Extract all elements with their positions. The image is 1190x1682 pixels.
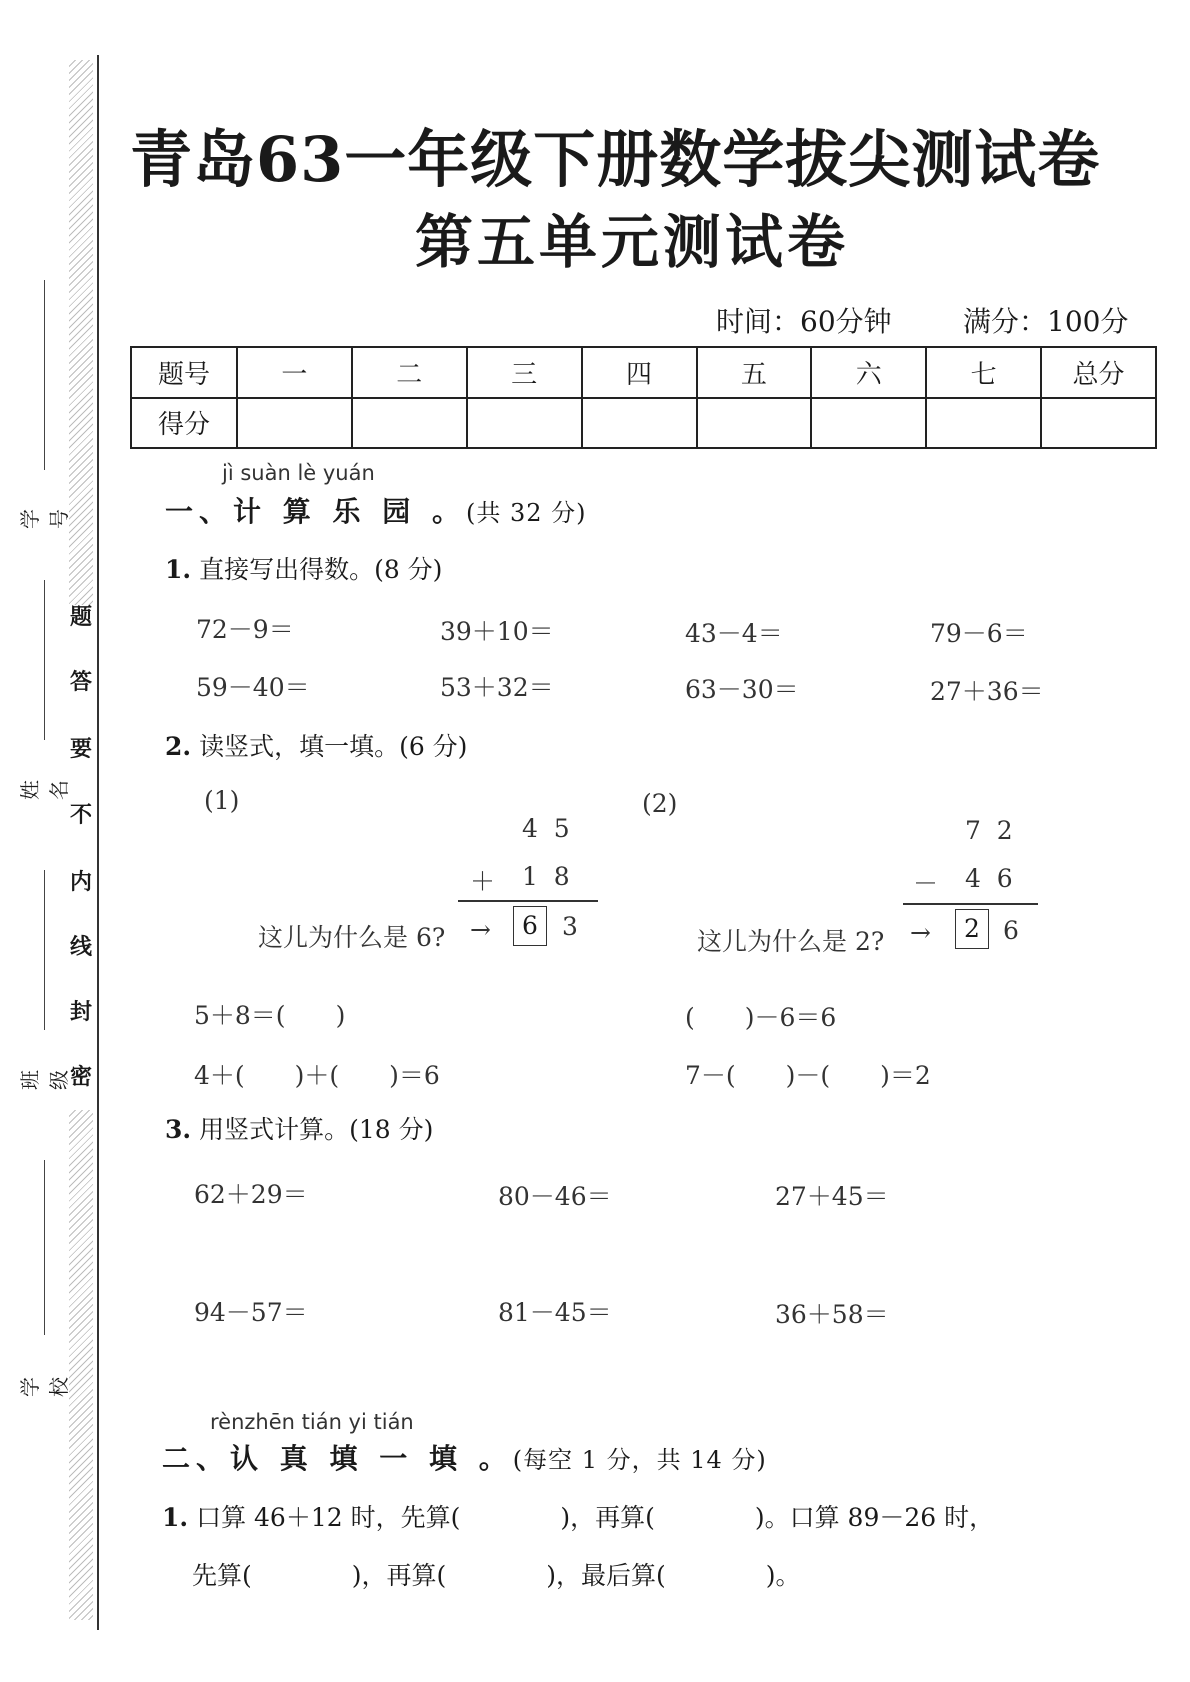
student-id-field[interactable]	[14, 280, 71, 529]
s1-q3-text: 用竖式计算。(18 分)	[199, 1115, 434, 1144]
s1-q1-r2-c3: 63－30＝	[685, 675, 799, 704]
s1-q1-r1-c1: 72－9＝	[196, 615, 294, 644]
s2-q1-line1	[162, 1498, 994, 1534]
score-cell[interactable]	[697, 398, 812, 449]
s1-q2-p1-fill2: 4＋( )＋( )＝6	[194, 1061, 440, 1090]
s1-q3-r2-c3: 36＋58＝	[775, 1300, 889, 1329]
s1-q2-p1-arrow: →	[470, 915, 491, 944]
s1-q2-p1-rule	[458, 900, 598, 902]
section1-title-text: 一、计 算 乐 园 。	[165, 495, 466, 528]
score-table	[130, 346, 1157, 449]
s2-q1-num: 1.	[162, 1503, 189, 1532]
table-header-cell: 一	[237, 347, 352, 398]
margin-hatch-top	[69, 60, 93, 605]
s1-q1-r2-c2: 53＋32＝	[440, 673, 554, 702]
s1-q2-p1-label: (1)	[204, 786, 240, 815]
section1-pinyin: jì suàn lè yuán	[222, 461, 375, 485]
seal-char-6: 要	[69, 736, 92, 762]
s1-q1-r2-c4: 27＋36＝	[930, 677, 1044, 706]
time-limit: 时间：60分钟	[716, 305, 892, 338]
table-header-cell: 四	[582, 347, 697, 398]
s1-q1-r1-c2: 39＋10＝	[440, 617, 554, 646]
seal-char-2: 封	[69, 999, 92, 1025]
score-cell[interactable]	[1041, 398, 1156, 449]
table-header-cell: 二	[352, 347, 467, 398]
margin-border-line	[97, 55, 99, 1630]
s1-q1-text: 直接写出得数。(8 分)	[199, 555, 443, 584]
table-header-cell: 总分	[1041, 347, 1156, 398]
s1-q2-p1-boxed-digit: 6	[513, 906, 547, 946]
s1-q2-p2-after: 6	[1003, 916, 1019, 945]
class-field[interactable]	[14, 870, 71, 1100]
page-subtitle: 第五单元测试卷	[415, 208, 850, 276]
s1-q2-p2-question: 这儿为什么是 2?	[697, 927, 885, 956]
school-field[interactable]	[14, 1160, 71, 1410]
score-table-score-row	[131, 398, 1156, 449]
s1-q2-p2-top: 7 2	[965, 816, 1013, 845]
table-header-cell: 七	[926, 347, 1041, 398]
s1-q2-p2-fill1: ( )－6＝6	[685, 1003, 837, 1032]
s1-q2-p2-fill2: 7－( )－( )＝2	[685, 1061, 931, 1090]
section1-title	[165, 490, 587, 530]
score-row-label: 得分	[131, 398, 237, 449]
score-table-header-row	[131, 347, 1156, 398]
score-cell[interactable]	[926, 398, 1041, 449]
s1-q2-p2-rule	[903, 903, 1038, 905]
score-cell[interactable]	[352, 398, 467, 449]
s1-q2-num: 2.	[165, 732, 192, 761]
s1-q2-p1-after: 3	[562, 912, 578, 941]
section2-title	[162, 1437, 767, 1477]
s1-q2-text: 读竖式，填一填。(6 分)	[199, 732, 468, 761]
s1-q2-p2-op: －	[913, 869, 939, 898]
s1-q2-p1-question: 这儿为什么是 6?	[258, 923, 446, 952]
seal-char-3: 线	[69, 934, 92, 960]
s1-q2-p2-arrow: →	[910, 918, 931, 947]
score-cell[interactable]	[237, 398, 352, 449]
s1-q1-num: 1.	[165, 555, 192, 584]
s1-q2-p1-fill1: 5＋8＝( )	[194, 1001, 346, 1030]
section2-title-text: 二、认 真 填 一 填 。	[162, 1442, 513, 1475]
s1-q3-r2-c2: 81－45＝	[498, 1298, 612, 1327]
s2-q1-line2: 先算( )，再算( )，最后算( )。	[192, 1561, 801, 1590]
s1-q2-p2-label: (2)	[642, 789, 678, 818]
s1-q3-r1-c3: 27＋45＝	[775, 1182, 889, 1211]
score-cell[interactable]	[582, 398, 697, 449]
s1-q3-r2-c1: 94－57＝	[194, 1298, 308, 1327]
margin-hatch-bottom	[69, 1110, 93, 1620]
student-id-label: 学号	[18, 509, 71, 529]
seal-char-8: 题	[69, 604, 92, 630]
section2-note: (每空 1 分，共 14 分)	[512, 1446, 767, 1474]
seal-char-1: 密	[69, 1064, 92, 1090]
s1-q3-num: 3.	[165, 1115, 192, 1144]
school-label: 学校	[18, 1377, 71, 1397]
table-header-cell: 五	[697, 347, 812, 398]
name-field[interactable]	[14, 580, 71, 810]
class-label: 班级	[18, 1070, 71, 1090]
seal-char-5: 不	[69, 802, 92, 828]
seal-char-4: 内	[69, 869, 92, 895]
s1-q2-prompt	[165, 727, 467, 763]
s1-q2-p1-second: 1 8	[522, 862, 570, 891]
s2-q1-line1-text: 口算 46＋12 时，先算( )，再算( )。口算 89－26 时，	[196, 1503, 995, 1532]
seal-char-7: 答	[69, 669, 92, 695]
s1-q3-prompt	[165, 1110, 433, 1146]
table-header-cell: 题号	[131, 347, 237, 398]
s1-q3-r1-c1: 62＋29＝	[194, 1180, 308, 1209]
page-title: 青岛63一年级下册数学拔尖测试卷	[130, 123, 1101, 196]
s1-q3-r1-c2: 80－46＝	[498, 1182, 612, 1211]
s1-q1-r1-c3: 43－4＝	[685, 619, 783, 648]
name-label: 姓名	[18, 780, 71, 800]
s1-q1-prompt	[165, 550, 442, 586]
table-header-cell: 三	[467, 347, 582, 398]
s1-q2-p2-second: 4 6	[965, 864, 1013, 893]
section2-pinyin: rènzhēn tián yi tián	[210, 1410, 414, 1434]
s1-q2-p1-top: 4 5	[522, 814, 570, 843]
s1-q1-r1-c4: 79－6＝	[930, 619, 1028, 648]
full-score: 满分：100分	[963, 305, 1129, 338]
table-header-cell: 六	[811, 347, 926, 398]
score-cell[interactable]	[811, 398, 926, 449]
s1-q2-p1-op: ＋	[470, 867, 496, 896]
s1-q2-p2-boxed-digit: 2	[955, 909, 989, 949]
score-cell[interactable]	[467, 398, 582, 449]
s1-q1-r2-c1: 59－40＝	[196, 673, 310, 702]
section1-note: (共 32 分)	[466, 499, 587, 527]
